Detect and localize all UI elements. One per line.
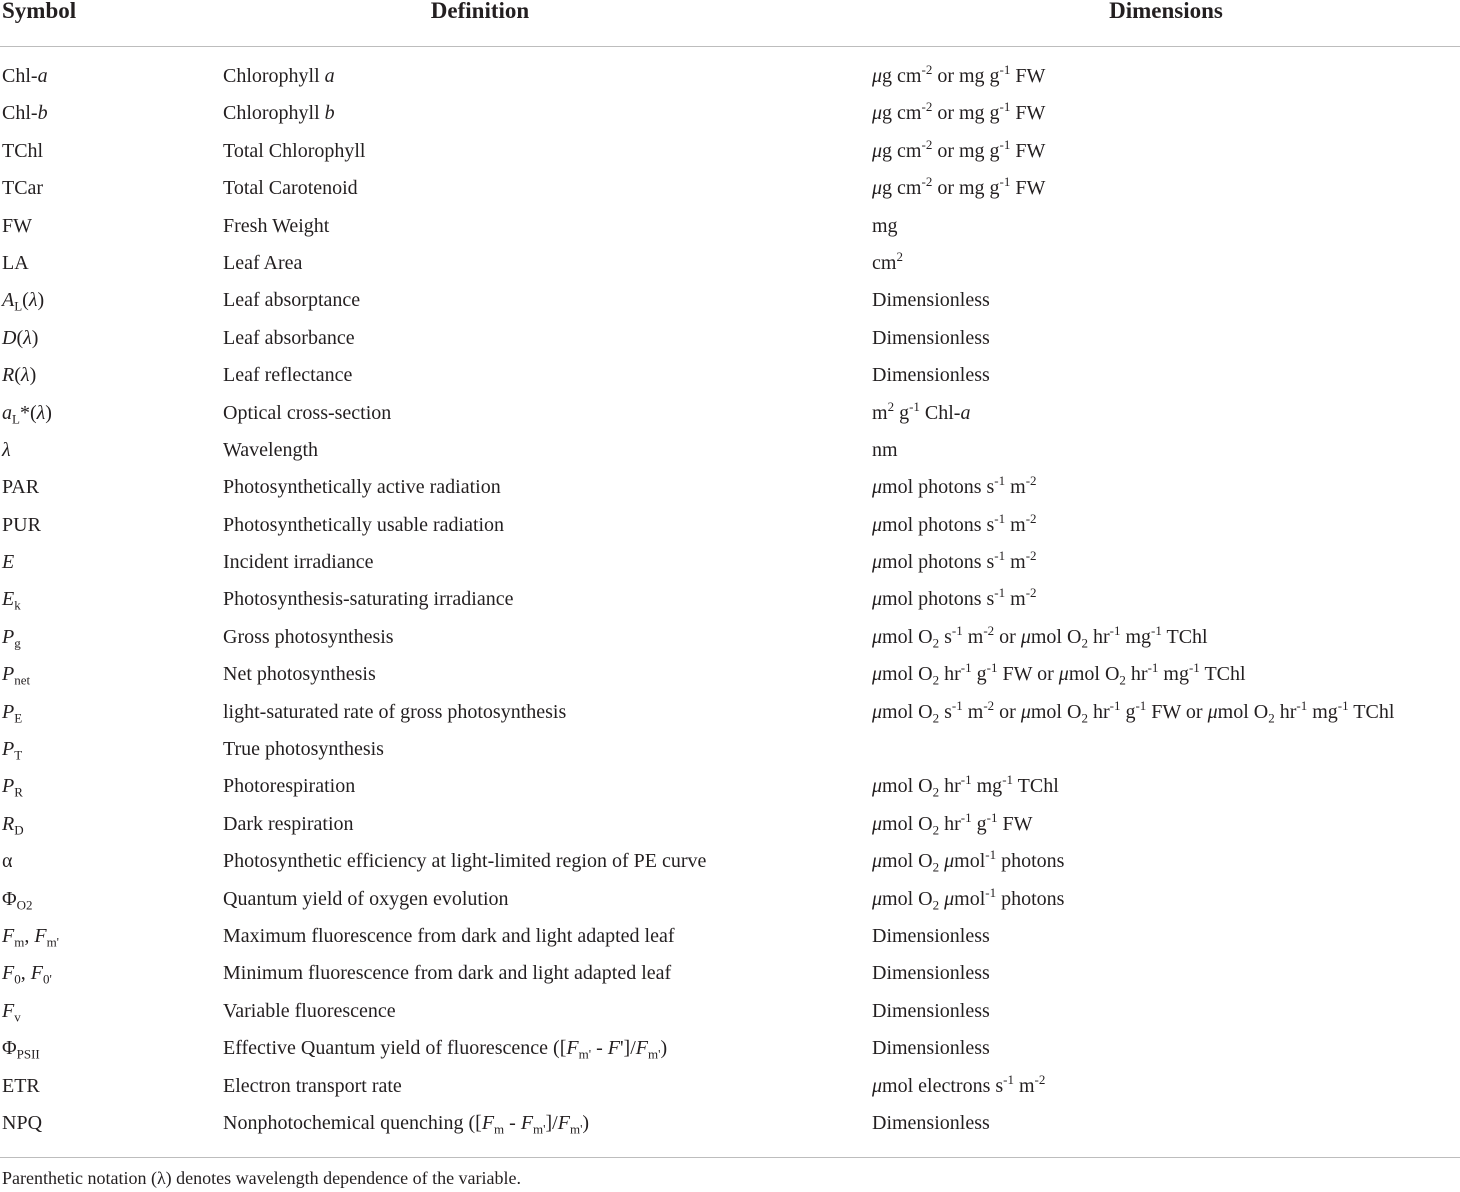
column-header-dimensions: Dimensions xyxy=(1109,0,1223,23)
symbol-cell: $a_L*(\lambda)$ xyxy=(2,401,52,427)
definition-cell: Photosynthetically usable radiation xyxy=(223,513,505,536)
definition-cell: Leaf absorbance xyxy=(223,326,355,349)
dimensions-cell: μmol photons $s^{-1}$ $m^{-2}$ xyxy=(872,510,1037,536)
dimensions-cell: μmol photons $s^{-1}$ $m^{-2}$ xyxy=(872,473,1037,499)
symbol-cell: λ xyxy=(2,438,11,461)
definition-cell: Leaf absorptance xyxy=(223,289,361,312)
definition-cell: Minimum fluorescence from dark and light adapted leaf xyxy=(223,962,672,985)
definition-cell: True photosynthesis xyxy=(223,738,384,761)
symbol-cell: TCar xyxy=(2,177,44,200)
dimensions-cell: μmol photons $s^{-1}$ $m^{-2}$ xyxy=(872,585,1037,611)
definition-cell: Variable fluorescence xyxy=(223,999,396,1022)
table-row xyxy=(0,134,1460,171)
symbol-cell: LA xyxy=(2,251,29,274)
definition-cell: Leaf reflectance xyxy=(223,364,353,387)
table-row xyxy=(0,433,1460,470)
table-row xyxy=(0,321,1460,358)
table-bottom-divider xyxy=(0,1157,1460,1158)
definition-cell: Chlorophyll a xyxy=(223,65,335,87)
dimensions-cell: μg $cm^{-2}$ or mg $g^{-1}$ FW xyxy=(872,136,1046,162)
symbol-cell: Chl-b xyxy=(2,102,48,125)
symbol-cell: R(λ) xyxy=(2,364,37,387)
definition-cell: Photorespiration xyxy=(223,775,356,798)
dimensions-cell: $m^2$ $g^{-1}$ Chl-a xyxy=(872,398,971,424)
dimensions-cell: μmol $O_2$ $hr^{-1}$ $g^{-1}$ FW xyxy=(872,810,1033,838)
symbol-cell: α xyxy=(2,850,13,873)
dimensions-cell: μmol $O_2$ μmol$^{-1}$ photons xyxy=(872,884,1065,913)
table-row xyxy=(0,695,1460,732)
symbol-cell: $P_E$ xyxy=(2,700,23,726)
symbol-cell: $F_0$, $F_{0'}$ xyxy=(2,962,52,987)
table-row xyxy=(0,283,1460,320)
column-header-definition: Definition xyxy=(430,0,530,23)
definition-cell: Incident irradiance xyxy=(223,551,374,574)
symbol-cell: FW xyxy=(2,214,32,237)
dimensions-cell: Dimensionless xyxy=(872,924,990,947)
definition-cell: Maximum fluorescence from dark and light adapted leaf xyxy=(223,924,675,947)
dimensions-cell: Dimensionless xyxy=(872,289,990,312)
dimensions-cell: μg $cm^{-2}$ or mg $g^{-1}$ FW xyxy=(872,62,1046,87)
symbol-cell: $F_m$, $F_{m'}$ xyxy=(2,924,60,950)
dimensions-cell: Dimensionless xyxy=(872,999,990,1022)
symbol-cell: $\Phi_{O2}$ xyxy=(2,887,33,913)
dimensions-cell: μmol $O_2$ $s^{-1}$ $m^{-2}$ or μmol $O_2$ $hr^{-1}$ $g^{-1}$ FW or μmol $O_2$ $hr^{-1}$ $mg^{-1}$ TChl xyxy=(872,697,1395,726)
table-row xyxy=(0,96,1460,133)
table-row xyxy=(0,882,1460,919)
definition-cell: Effective Quantum yield of fluorescence $([F_{m'} - F']/F_{m'})$ xyxy=(223,1037,668,1062)
table-footnote: Parenthetic notation (λ) denotes wavelength dependence of the variable. xyxy=(2,1168,522,1188)
symbol-cell: $R_D$ xyxy=(2,812,24,838)
symbol-cell: $A_L(\lambda)$ xyxy=(2,289,45,314)
symbol-cell: $P_T$ xyxy=(2,738,23,763)
symbol-cell: NPQ xyxy=(2,1111,43,1134)
table-row xyxy=(0,732,1460,769)
table-row xyxy=(0,807,1460,844)
dimensions-cell: μg $cm^{-2}$ or mg $g^{-1}$ FW xyxy=(872,99,1046,125)
table-row xyxy=(0,508,1460,545)
definition-cell: Optical cross-section xyxy=(223,401,392,424)
dimensions-cell: μmol electrons $s^{-1}$ $m^{-2}$ xyxy=(872,1071,1046,1097)
symbol-cell: $\Phi_{PSII}$ xyxy=(2,1037,40,1062)
column-header-symbol: Symbol xyxy=(2,0,77,23)
dimensions-cell: Dimensionless xyxy=(872,962,990,985)
table-row xyxy=(0,246,1460,283)
symbol-cell: D(λ) xyxy=(2,326,39,349)
definition-cell: Dark respiration xyxy=(223,812,354,835)
definition-cell: Fresh Weight xyxy=(223,214,330,237)
table-header xyxy=(0,0,1460,44)
symbol-cell: TChl xyxy=(2,139,44,162)
symbol-cell: $E_k$ xyxy=(2,588,21,614)
table-row xyxy=(0,994,1460,1031)
symbol-cell: $P_g$ xyxy=(2,625,21,651)
symbol-cell: $F_v$ xyxy=(2,999,21,1025)
definition-cell: Leaf Area xyxy=(223,251,303,274)
symbol-cell: ETR xyxy=(2,1074,40,1097)
dimensions-cell: μmol $O_2$ $hr^{-1}$ $g^{-1}$ FW or μmol $O_2$ $hr^{-1}$ $mg^{-1}$ TChl xyxy=(872,660,1246,688)
definition-cell: Chlorophyll b xyxy=(223,102,335,125)
definition-cell: Nonphotochemical quenching $([F_m - F_{m'}]/F_{m'})$ xyxy=(223,1111,590,1137)
table-row xyxy=(0,844,1460,881)
table-row xyxy=(0,657,1460,694)
definition-cell: Electron transport rate xyxy=(223,1074,402,1097)
dimensions-cell: μmol $O_2$ $s^{-1}$ $m^{-2}$ or μmol $O_2$ $hr^{-1}$ $mg^{-1}$ TChl xyxy=(872,623,1208,651)
dimensions-cell: mg xyxy=(872,214,898,237)
dimensions-cell: μmol photons $s^{-1}$ $m^{-2}$ xyxy=(872,548,1037,574)
table-row xyxy=(0,582,1460,619)
definition-cell: Photosynthetically active radiation xyxy=(223,476,501,499)
dimensions-cell: μmol $O_2$ μmol$^{-1}$ photons xyxy=(872,847,1065,875)
definition-cell: Wavelength xyxy=(223,438,319,461)
table-row xyxy=(0,470,1460,507)
symbol-cell: PAR xyxy=(2,476,40,499)
dimensions-cell: $cm^2$ xyxy=(872,249,903,274)
definition-cell: Gross photosynthesis xyxy=(223,625,394,648)
table-row xyxy=(0,1106,1460,1143)
definition-cell: Photosynthesis-saturating irradiance xyxy=(223,588,514,611)
table-row xyxy=(0,1031,1460,1068)
definition-cell: Quantum yield of oxygen evolution xyxy=(223,887,509,910)
table-row xyxy=(0,919,1460,956)
dimensions-cell: Dimensionless xyxy=(872,1111,990,1134)
symbol-cell: Chl-a xyxy=(2,65,48,87)
table-row xyxy=(0,956,1460,993)
dimensions-cell: nm xyxy=(872,438,898,461)
dimensions-cell: Dimensionless xyxy=(872,326,990,349)
dimensions-cell: μg $cm^{-2}$ or mg $g^{-1}$ FW xyxy=(872,174,1046,200)
table-row xyxy=(0,769,1460,806)
table-row xyxy=(0,1069,1460,1106)
symbol-cell: $P_R$ xyxy=(2,775,23,800)
table-row xyxy=(0,171,1460,208)
symbol-cell: E xyxy=(2,551,15,574)
table-row xyxy=(0,396,1460,433)
symbol-cell: $P_{net}$ xyxy=(2,663,31,688)
table-row xyxy=(0,545,1460,582)
definition-cell: Total Chlorophyll xyxy=(223,139,366,162)
definition-cell: Photosynthetic efficiency at light-limited region of PE curve xyxy=(223,850,707,873)
table-row xyxy=(0,620,1460,657)
definition-cell: Net photosynthesis xyxy=(223,663,376,686)
table-row xyxy=(0,358,1460,395)
table-row xyxy=(0,59,1460,96)
dimensions-cell: Dimensionless xyxy=(872,364,990,387)
header-divider xyxy=(0,46,1460,47)
dimensions-cell: Dimensionless xyxy=(872,1037,990,1060)
definition-cell: light-saturated rate of gross photosynthesis xyxy=(223,700,567,723)
table-row xyxy=(0,209,1460,246)
symbol-cell: PUR xyxy=(2,513,41,536)
table-body xyxy=(0,59,1460,1143)
dimensions-cell: μmol $O_2$ $hr^{-1}$ $mg^{-1}$ TChl xyxy=(872,772,1059,800)
definition-cell: Total Carotenoid xyxy=(223,177,358,200)
